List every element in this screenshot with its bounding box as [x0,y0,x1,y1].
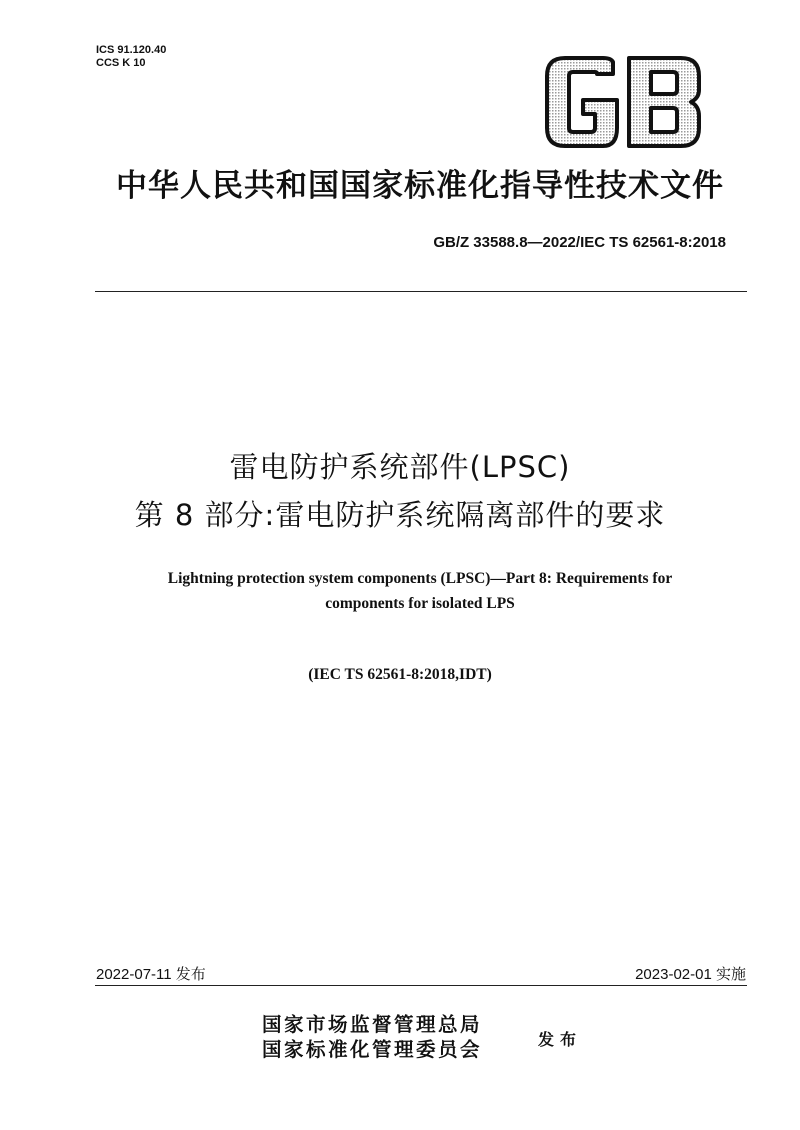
ics-code: ICS 91.120.40 [96,44,167,56]
top-divider [95,291,747,292]
ccs-code: CCS K 10 [96,57,146,69]
issuer-samr: 国家市场监督管理总局 [262,1013,483,1036]
issuing-organizations [262,1012,482,1062]
english-title-line-1: Lightning protection system components (LPSC)—Part 8: Requirements for [167,570,673,587]
chinese-title-line-1: 雷电防护系统部件(LPSC) [229,450,571,484]
chinese-title-line-2: 第 8 部分:雷电防护系统隔离部件的要求 [134,498,666,532]
issuer-sac: 国家标准化管理委员会 [262,1038,483,1061]
implementation-date: 2023-02-01 实施 [635,966,746,983]
english-title [100,566,740,616]
publish-label: 发布 [538,1030,583,1049]
gb-logo [543,56,703,148]
standard-number: GB/Z 33588.8—2022/IEC TS 62561-8:2018 [433,234,726,251]
issue-date: 2022-07-11 发布 [96,966,206,983]
english-title-line-2: components for isolated LPS [325,595,515,612]
adoption-statement: (IEC TS 62561-8:2018,IDT) [308,666,492,683]
standard-category: 中华人民共和国国家标准化指导性技术文件 [116,168,724,204]
bottom-divider [95,985,747,986]
classification-codes [96,44,166,70]
